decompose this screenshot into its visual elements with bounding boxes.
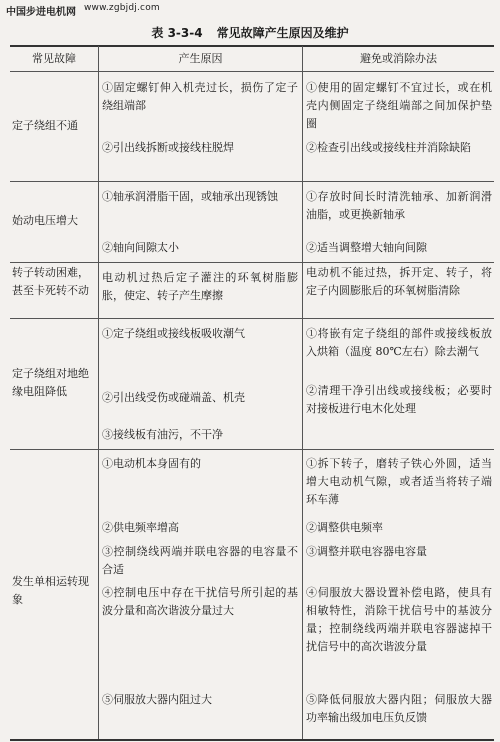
fault-cell: 发生单相运转现象 (12, 575, 89, 606)
remedy-cell: ②调整供电频率 (306, 521, 383, 534)
fault-cell: 始动电压增大 (12, 214, 78, 227)
cause-cell: ①定子绕组或接线板吸收潮气 (102, 327, 245, 340)
table-top-rule (10, 45, 494, 47)
column-header-remedy: 避免或消除办法 (360, 52, 437, 65)
column-divider (98, 46, 99, 739)
row-divider (10, 449, 494, 450)
cause-cell: ①轴承润滑脂干固，或轴承出现锈蚀 (102, 190, 278, 203)
cause-cell: ①电动机本身固有的 (102, 457, 201, 470)
table-bottom-rule (10, 739, 494, 741)
remedy-cell: ④伺服放大器设置补偿电路，使具有相敏特性，消除干扰信号中的基波分量；控制绕线两端并联电容器滤掉干扰信号中的高次谐波分量 (306, 586, 492, 653)
table-title-text: 常见故障产生原因及维护 (216, 26, 349, 40)
remedy-cell: ①将嵌有定子绕组的部件或接线板放入烘箱（温度 80℃左右）除去潮气 (306, 327, 492, 358)
cause-cell: ②引出线受伤或碰端盖、机壳 (102, 391, 245, 404)
fault-cell: 定子绕组不通 (12, 119, 78, 132)
remedy-cell: ③调整并联电容器电容量 (306, 545, 427, 558)
cause-cell: ①固定螺钉伸入机壳过长，损伤了定子绕组端部 (102, 81, 298, 112)
cause-cell: ②引出线拆断或接线柱脱焊 (102, 141, 234, 154)
remedy-cell: ⑤降低伺服放大器内阻；伺服放大器功率输出级加电压负反馈 (306, 693, 492, 724)
fault-cell: 转子转动困难，甚至卡死转不动 (12, 266, 89, 297)
table-title (0, 24, 500, 41)
column-header-fault: 常见故障 (32, 52, 76, 65)
column-divider (302, 46, 303, 739)
row-divider (10, 262, 494, 263)
cause-cell: ④控制电压中存在干扰信号所引起的基波分量和高次谐波分量过大 (102, 586, 298, 617)
cause-cell: ③控制绕线两端并联电容器的电容量不合适 (102, 545, 298, 576)
table-number: 表 3-3-4 (151, 26, 203, 40)
remedy-cell: ①使用的固定螺钉不宜过长，或在机壳内侧固定子绕组端部之间加保护垫圈 (306, 81, 492, 130)
remedy-cell: ②适当调整增大轴向间隙 (306, 241, 427, 254)
cause-cell: 电动机过热后定子灌注的环氧树脂膨胀，使定、转子产生摩擦 (102, 271, 298, 302)
fault-cell: 定子绕组对地绝缘电阻降低 (12, 367, 89, 398)
cause-cell: ②供电频率增高 (102, 521, 179, 534)
site-url: www.zgbjdj.com (84, 3, 160, 13)
row-divider (10, 71, 494, 72)
site-name: 中国步进电机网 (6, 7, 76, 18)
row-divider (10, 318, 494, 319)
row-divider (10, 181, 494, 182)
cause-cell: ⑤伺服放大器内阻过大 (102, 693, 212, 706)
remedy-cell: ①存放时间长时清洗轴承、加新润滑油脂，或更换新轴承 (306, 190, 492, 221)
remedy-cell: ②检查引出线或接线柱并消除缺陷 (306, 141, 471, 154)
remedy-cell: ②清理干净引出线或接线板；必要时对接板进行电木化处理 (306, 384, 492, 415)
remedy-cell: 电动机不能过热，拆开定、转子，将定子内圆膨胀后的环氧树脂清除 (306, 266, 492, 297)
cause-cell: ③接线板有油污，不干净 (102, 428, 223, 441)
site-header (6, 3, 160, 18)
remedy-cell: ①拆下转子，磨转子铁心外圆，适当增大电动机气隙，或者适当将转子端环车薄 (306, 457, 492, 506)
cause-cell: ②轴向间隙太小 (102, 241, 179, 254)
column-header-cause: 产生原因 (178, 52, 223, 65)
